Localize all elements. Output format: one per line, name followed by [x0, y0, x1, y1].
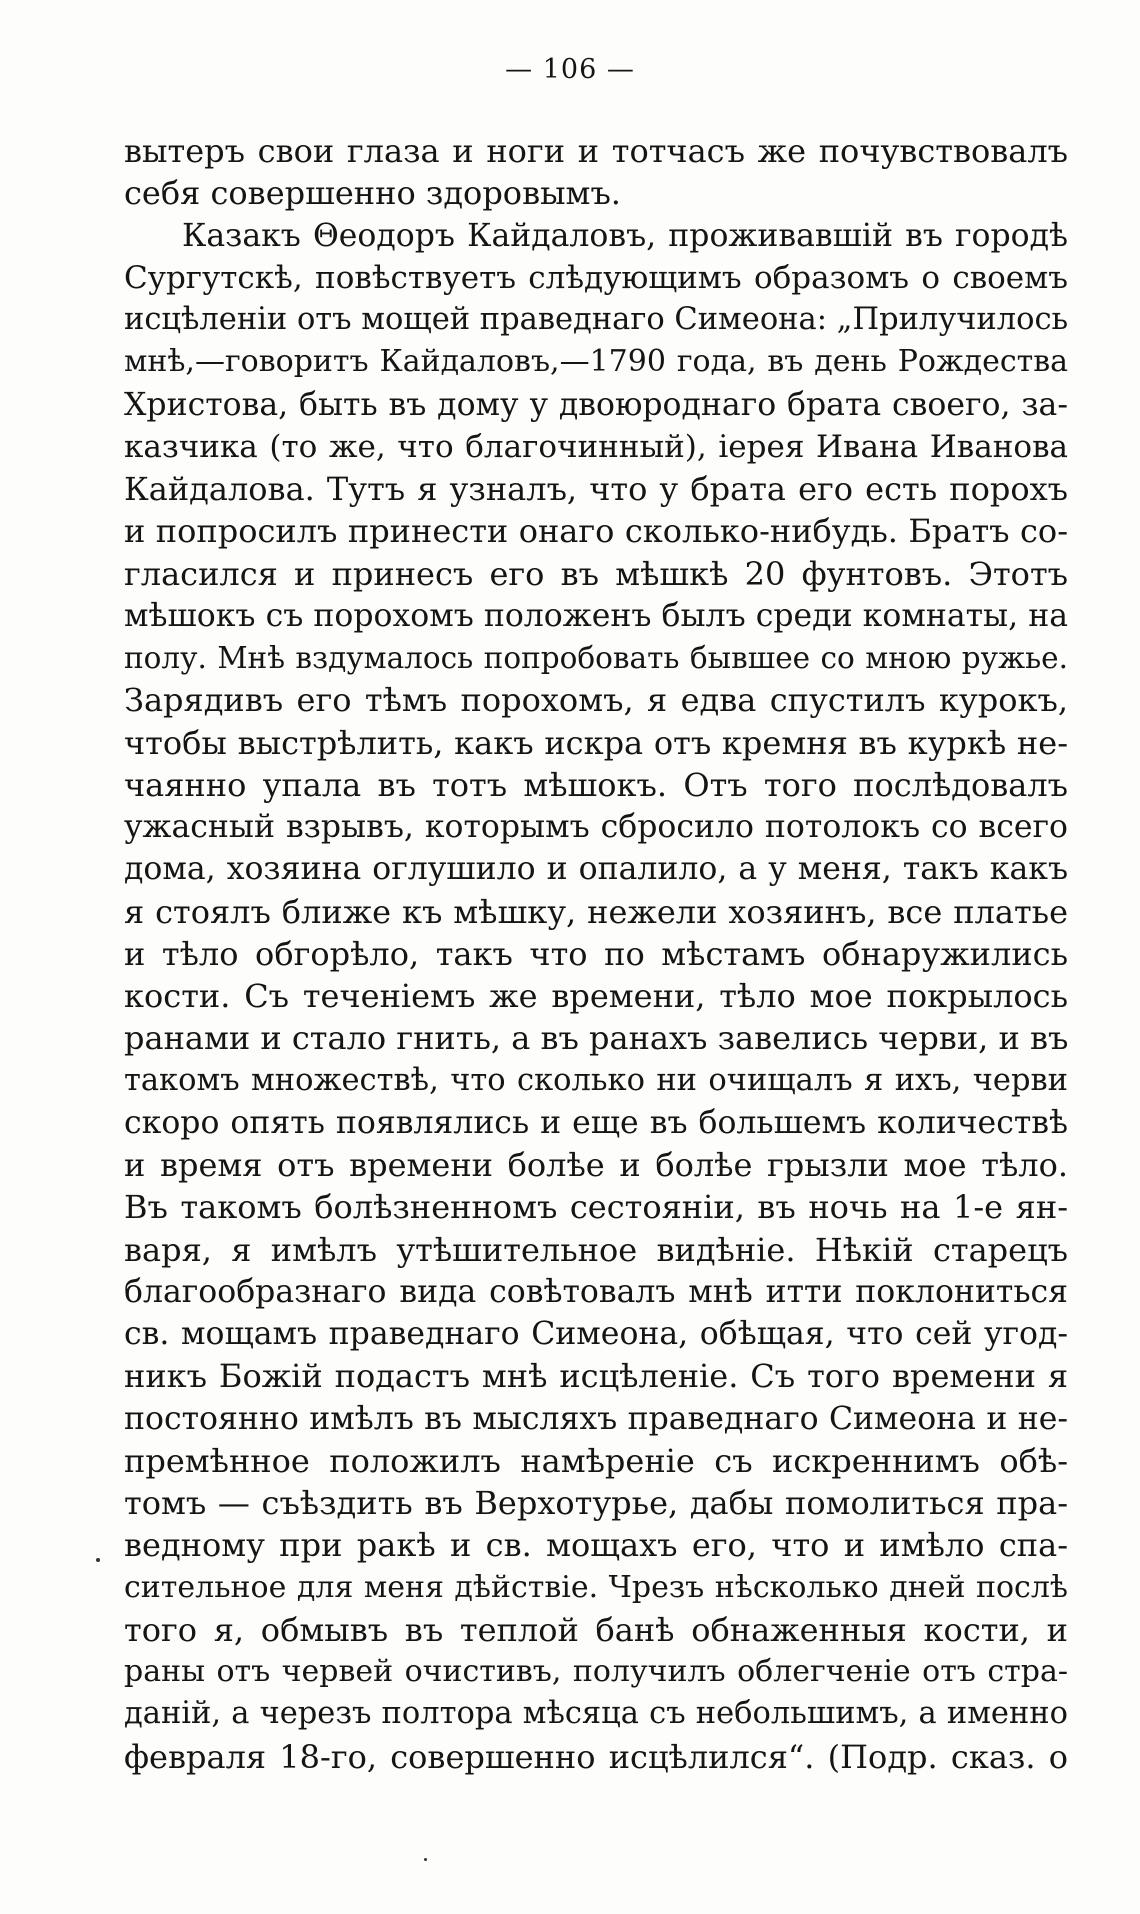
page-number: — 106 —: [505, 54, 635, 85]
text-line: казчика (то же, что благочинный), іерея Ивана Иванова: [124, 428, 1068, 465]
text-line: я стоялъ ближе къ мѣшку, нежели хозяинъ, все платье: [124, 892, 1068, 931]
text-line: постоянно имѣлъ въ мысляхъ праведнаго Симеона и не-: [124, 1400, 1068, 1437]
text-line: мѣшокъ съ порохомъ положенъ былъ среди комнаты, на: [124, 597, 1068, 634]
text-line: и тѣло обгорѣло, такъ что по мѣстамъ обнаружились: [124, 934, 1068, 973]
text-line: даній, а черезъ полтора мѣсяца съ небольшимъ, а именно: [124, 1696, 1068, 1732]
text-line: благообразнаго вида совѣтовалъ мнѣ итти поклониться: [124, 1273, 1068, 1310]
text-line: Въ такомъ болѣзненномъ сестояніи, въ ночь на 1-е ян-: [124, 1188, 1068, 1227]
text-line: Казакъ Θеодоръ Кайдаловъ, проживавшій въ городѣ: [182, 217, 1068, 254]
text-line: такомъ множествѣ, что сколько ни очищалъ я ихъ, черви: [124, 1062, 1068, 1098]
text-line: чаянно упала въ тотъ мѣшокъ. Отъ того послѣдовалъ: [124, 765, 1068, 804]
text-line: кости. Съ теченіемъ же времени, тѣло мое покрылось: [124, 977, 1068, 1015]
text-line: никъ Божій подастъ мнѣ исцѣленіе. Съ того времени я: [124, 1357, 1068, 1396]
text-line: чтобы выстрѣлить, какъ искра отъ кремня въ куркѣ не-: [124, 723, 1068, 762]
text-line: премѣнное положилъ намѣреніе съ искреннимъ обѣ-: [124, 1441, 1068, 1480]
text-line: варя, я имѣлъ утѣшительное видѣніе. Нѣкій старецъ: [124, 1230, 1068, 1269]
text-line: Христова, быть въ дому у двоюроднаго брата своего, за-: [124, 386, 1068, 423]
text-line: вытеръ свои глаза и ноги и тотчасъ же почувствовалъ: [124, 132, 1068, 170]
text-line: себя совершенно здоровымъ.: [124, 174, 621, 213]
text-line: раны отъ червей очистивъ, получилъ облегченіе отъ стра-: [124, 1654, 1068, 1689]
text-line: того я, обмывъ въ теплой банѣ обнаженныя кости, и: [124, 1610, 1068, 1649]
text-line: февраля 18-го, совершенно исцѣлился“. (Подр. сказ. о: [124, 1737, 1068, 1776]
text-line: ведному при ракѣ и св. мощахъ его, что и имѣло спа-: [124, 1526, 1068, 1565]
text-line: и время отъ времени болѣе и болѣе грызли мое тѣло.: [124, 1146, 1068, 1184]
text-line: скоро опять появлялись и еще въ большемъ количествѣ: [124, 1104, 1068, 1141]
text-line: мнѣ,—говоритъ Кайдаловъ,—1790 года, въ день Рождества: [124, 344, 1068, 380]
text-line: ранами и стало гнить, а въ ранахъ завелись черви, и въ: [124, 1019, 1068, 1058]
print-speck: [96, 1558, 100, 1562]
text-line: томъ — съѣздить въ Верхотурье, дабы помолиться пра-: [124, 1484, 1068, 1522]
text-line: сительное для меня дѣйствіе. Чрезъ нѣсколько дней послѣ: [124, 1569, 1068, 1605]
text-line: полу. Мнѣ вздумалось попробовать бывшее со мною ружье.: [124, 641, 1068, 675]
body-text: [124, 130, 1068, 1778]
text-line: св. мощамъ праведнаго Симеона, обѣщая, что сей угод-: [124, 1316, 1068, 1352]
text-line: Кайдалова. Тутъ я узналъ, что у брата его есть порохъ: [124, 470, 1068, 508]
text-line: ужасный взрывъ, которымъ сбросило потолокъ со всего: [124, 809, 1068, 845]
text-line: исцѣленіи отъ мощей праведнаго Симеона: „Прилучилось: [124, 302, 1068, 337]
text-line: и попросилъ принести онаго сколько-нибудь. Братъ со-: [124, 512, 1068, 551]
print-speck: [424, 1858, 427, 1861]
text-line: Зарядивъ его тѣмъ порохомъ, я едва спустилъ курокъ,: [124, 681, 1068, 720]
text-line: гласился и принесъ его въ мѣшкѣ 20 фунтовъ. Этотъ: [124, 554, 1068, 593]
text-line: Сургутскѣ, повѣствуетъ слѣдующимъ образомъ о своемъ: [124, 259, 1068, 296]
text-line: дома, хозяина оглушило и опалило, а у меня, такъ какъ: [124, 851, 1068, 888]
